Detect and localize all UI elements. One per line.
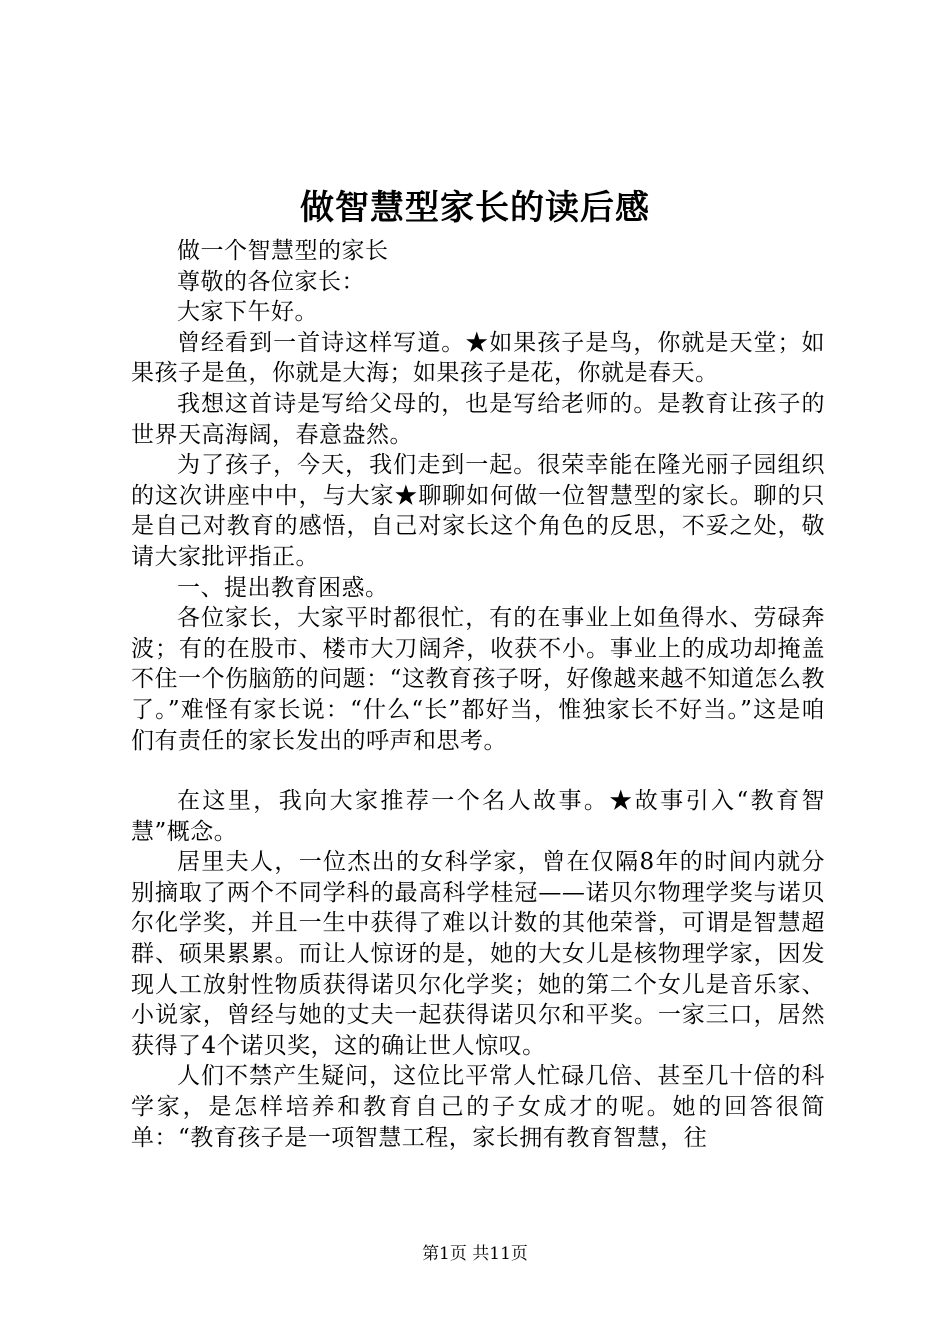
paragraph-parents-busy: 各位家长，大家平时都很忙，有的在事业上如鱼得水、劳碌奔波；有的在股市、楼市大刀阔斧，收获不小。事业上的成功却掩盖不住一个伤脑筋的问题：“这教育孩子呀，好像越来越不知道怎么教了。”难怪有家长说：“什么“长”都好当，惟独家长不好当。”这是咱们有责任的家长发出的呼声和思考。 xyxy=(131,605,825,754)
paragraph-curie: 居里夫人，一位杰出的女科学家，曾在仅隔8年的时间内就分别摘取了两个不同学科的最高科学桂冠——诺贝尔物理学奖与诺贝尔化学奖，并且一生中获得了难以计数的其他荣誉，可谓是智慧超群、硕果累累。而让人惊讶的是，她的大女儿是核物理学家，因发现人工放射性物质获得诺贝尔化学奖；她的第二个女儿是音乐家、小说家，曾经与她的丈夫一起获得诺贝尔和平奖。一家三口，居然获得了4个诺贝奖，这的确让世人惊叹。 xyxy=(131,849,825,1059)
paragraph-heading: 做一个智慧型的家长 xyxy=(177,238,389,264)
paragraph-poem-reflection: 我想这首诗是写给父母的，也是写给老师的。是教育让孩子的世界天高海阔，春意盎然。 xyxy=(131,390,825,448)
paragraph-question: 人们不禁产生疑问，这位比平常人忙碌几倍、甚至几十倍的科学家，是怎样培养和教育自己的子女成才的呢。她的回答很简单：“教育孩子是一项智慧工程，家长拥有教育智慧，往 xyxy=(131,1063,825,1151)
paragraph-gap xyxy=(131,756,825,786)
page-footer: 第1页 共11页 xyxy=(422,1244,528,1264)
paragraph-poem: 曾经看到一首诗这样写道。★如果孩子是鸟，你就是天堂；如果孩子是鱼，你就是大海；如果孩子是花，你就是春天。 xyxy=(131,329,825,387)
document-body xyxy=(131,236,825,1153)
paragraph-purpose: 为了孩子，今天，我们走到一起。很荣幸能在隆光丽子园组织的这次讲座中中，与大家★聊聊如何做一位智慧型的家长。聊的只是自己对教育的感悟，自己对家长这个角色的反思，不妥之处，敬请大家批评指正。 xyxy=(131,452,825,570)
document-title: 做智慧型家长的读后感 xyxy=(300,188,650,228)
paragraph-section-one: 一、提出教育困惑。 xyxy=(177,574,389,601)
paragraph-story-intro: 在这里，我向大家推荐一个名人故事。★故事引入“教育智慧”概念。 xyxy=(131,788,825,845)
paragraph-afternoon: 大家下午好。 xyxy=(177,299,318,326)
paragraph-greeting: 尊敬的各位家长： xyxy=(177,268,365,295)
